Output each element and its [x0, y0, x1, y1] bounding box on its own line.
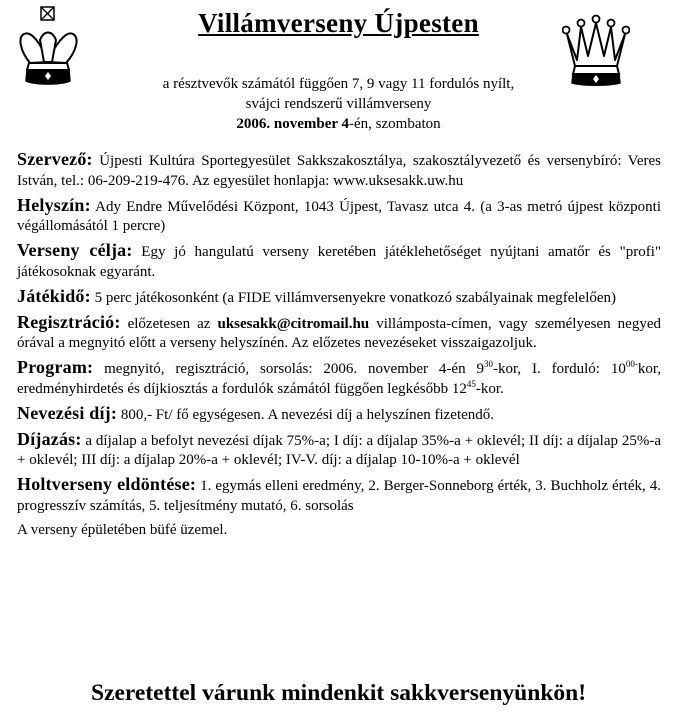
- subtitle-line-1: a résztvevők számától függően 7, 9 vagy 11 fordulós nyílt,: [162, 76, 515, 92]
- section-text: villámposta-címen, vagy személyesen negyed órával a megnyitó előtt a verseny helyszínén. Az előzetes nevezéseket visszaigazoljuk.: [17, 315, 661, 352]
- section-label: Verseny célja:: [17, 240, 133, 261]
- section-text: megnyitó, regisztráció, sorsolás: 2006. november 4-én 9: [93, 361, 484, 378]
- section-label: Regisztráció:: [17, 311, 121, 332]
- section-time-control: [17, 287, 661, 309]
- section-text: a díjalap a befolyt nevezési díjak 75%-a; I díj: a díjalap 35%-a + oklevél; II díj: a díjalap 25%-a + oklevél; III díj: a díjalap 20%-a + oklevél; IV-V. díj: a díjalap 10-10%-a + oklevél: [17, 432, 661, 469]
- section-tiebreak: [17, 475, 661, 517]
- registration-email: uksesakk@citromail.hu: [217, 315, 370, 332]
- page-title: Villámverseny Újpesten: [198, 8, 479, 38]
- time-minutes: 30: [483, 359, 493, 370]
- section-text: 5 perc játékosonként (a FIDE villámversenyekre vonatkozó szabályainak megfelelően): [90, 289, 617, 306]
- section-entry-fee: [17, 404, 661, 426]
- section-label: Díjazás:: [17, 428, 82, 449]
- section-registration: [17, 313, 661, 355]
- section-label: Program:: [17, 357, 94, 378]
- section-text: Újpesti Kultúra Sportegyesület Sakkszakosztálya, szakosztályvezető és versenybíró: Veres István, tel.: 06-209-219-476. Az egyesület honlapja: www.uksesakk.uw.hu: [17, 153, 661, 189]
- section-text: -kor, I. forduló: 10: [492, 361, 626, 378]
- event-date: [0, 116, 677, 133]
- section-prizes: [17, 430, 661, 472]
- section-program: [17, 358, 661, 400]
- section-text: 800,- Ft/ fő egységesen. A nevezési díj a helyszínen fizetendő.: [117, 406, 495, 423]
- section-organizer: [17, 150, 661, 192]
- subtitle-line-2: svájci rendszerű villámverseny: [245, 96, 432, 112]
- time-minutes: 45: [466, 378, 476, 389]
- buffet-note: A verseny épületében büfé üzemel.: [17, 521, 228, 538]
- event-details: [17, 150, 661, 541]
- section-label: Nevezési díj:: [17, 402, 118, 423]
- section-label: Holtverseny eldöntése:: [17, 474, 197, 495]
- section-text: Egy jó hangulatú verseny keretében játéklehetőséget nyújtani amatőr és "profi" játékosoknak egyaránt.: [17, 244, 661, 280]
- closing-slogan: Szeretettel várunk mindenkit sakkversenyünkön!: [90, 680, 587, 706]
- section-label: Szervező:: [17, 149, 93, 169]
- section-text: előzetesen az: [120, 315, 218, 332]
- section-label: Játékidő:: [17, 285, 91, 306]
- event-date-suffix: -én, szombaton: [349, 116, 441, 132]
- section-goal: [17, 241, 661, 283]
- section-text: kor, eredményhirdetés és díjkiosztás a fordulók számától függően legkésőbb 12: [17, 361, 661, 397]
- section-text: -kor.: [475, 380, 504, 397]
- time-minutes: 00-: [625, 359, 638, 370]
- event-date-bold: 2006. november 4: [236, 116, 349, 132]
- section-label: Helyszín:: [17, 194, 91, 215]
- section-text: Ady Endre Művelődési Központ, 1043 Újpest, Tavasz utca 4. (a 3-as metró újpest központi végállomásától 1 percre): [17, 198, 661, 235]
- section-text: 1. egymás elleni eredmény, 2. Berger-Sonneborg érték, 3. Buchholz érték, 4. progresszív számítás, 5. teljesítmény mutató, 6. sorsolás: [17, 478, 661, 514]
- section-venue: [17, 196, 661, 238]
